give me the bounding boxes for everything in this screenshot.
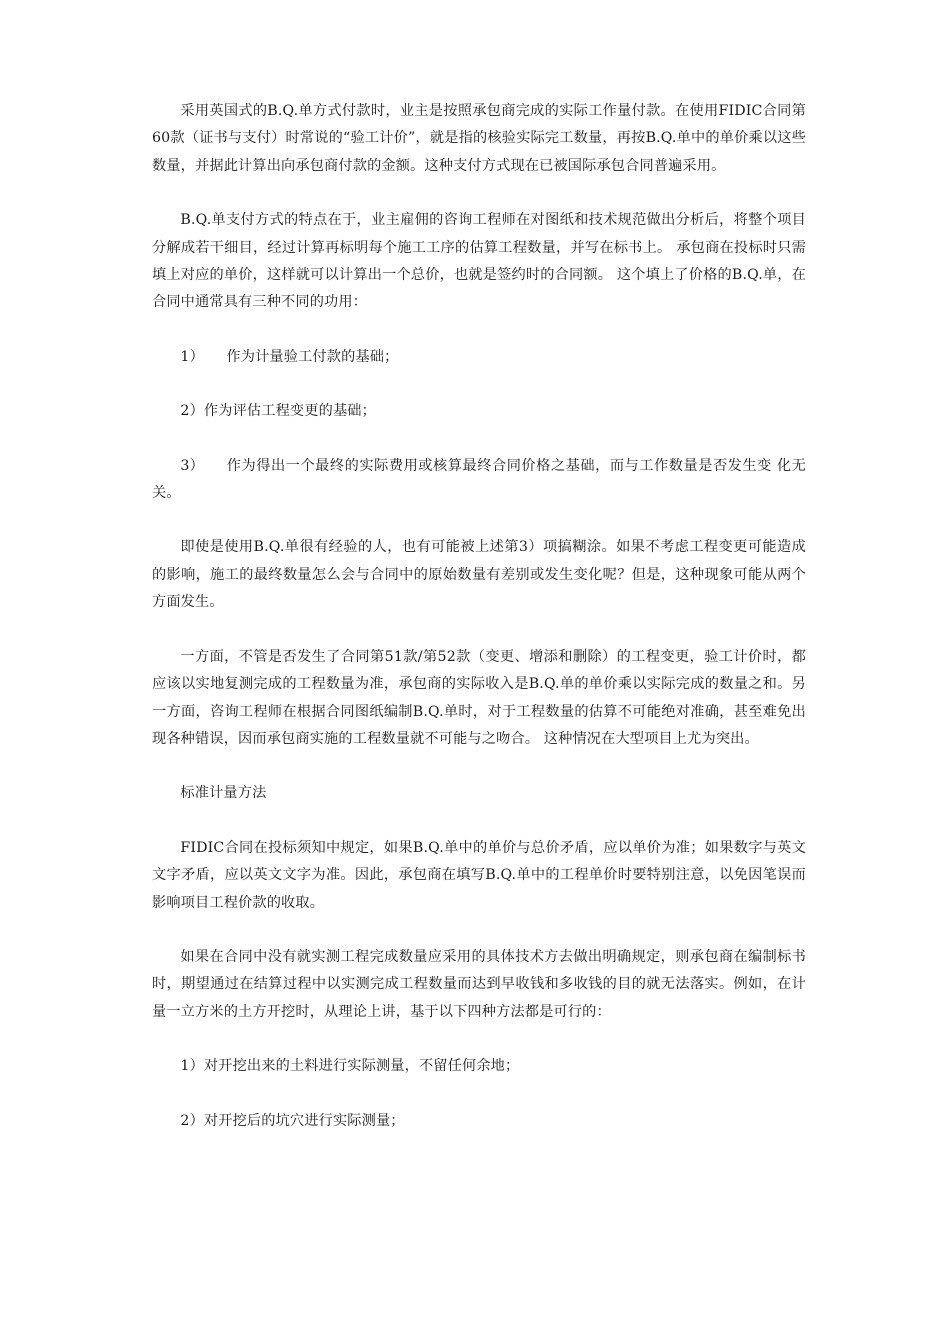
list-item-2: 2）作为评估工程变更的基础；	[180, 403, 376, 420]
paragraph-two-aspects: 一方面，不管是否发生了合同第51款/第52款（变更、增添和删除）的工程变更，验工计价时，都应该以实地复测完成的工程数量为准，承包商的实际收入是B.Q.单的单价乘以实际完成的数量之和。另一方面，咨询工程师在根据合同图纸编制B.Q.单时，对于工程数量的估算不可能绝对准确，甚至难免出现各种错误，因而承包商实施的工程数量就不可能与之吻合。 这种情况在大型项目上尤为突出。	[152, 648, 806, 747]
method-item-2: 2）对开挖后的坑穴进行实际测量；	[180, 1112, 405, 1129]
section-heading-standard-measurement: 标准计量方法	[180, 785, 267, 802]
document-body	[152, 98, 806, 1135]
paragraph-bq-features: B.Q.单支付方式的特点在于，业主雇佣的咨询工程师在对图纸和技术规范做出分析后，将整个项目分解成若干细目，经过计算再标明每个施工工序的估算工程数量，并写在标书上。 承包商在投标时只需填上对应的单价，这样就可以计算出一个总价，也就是签约时的合同额。 这个填上了价格的B.Q.单，在合同中通常具有三种不同的功用：	[152, 212, 806, 311]
paragraph-measurement-methods: 如果在合同中没有就实测工程完成数量应采用的具体技术方去做出明确规定，则承包商在编制标书时，期望通过在结算过程中以实测完成工程数量而达到早收钱和多收钱的目的就无法落实。例如，在计量一立方米的土方开挖时，从理论上讲，基于以下四种方法都是可行的：	[152, 948, 806, 1020]
list-item-3-number: 3）	[180, 457, 204, 474]
list-item-1-text: 作为计量验工付款的基础；	[226, 348, 399, 365]
list-item-3	[152, 453, 806, 508]
list-item-1-number: 1）	[180, 348, 204, 365]
paragraph-bq-payment-intro: 采用英国式的B.Q.单方式付款时，业主是按照承包商完成的实际工作量付款。在使用FIDIC合同第60款（证书与支付）时常说的“验工计价”，就是指的核验实际完工数量，再按B.Q.单中的单价乘以这些数量，并据此计算出向承包商付款的金额。这种支付方式现在已被国际承包合同普遍采用。	[152, 103, 806, 174]
paragraph-fidic-rules: FIDIC合同在投标须知中规定，如果B.Q.单中的单价与总价矛盾，应以单价为准；如果数字与英文文字矛盾，应以英文文字为准。因此，承包商在填写B.Q.单中的工程单价时要特别注意，以免因笔误而影响项目工程价款的收取。	[152, 839, 806, 911]
method-item-1: 1）对开挖出来的土料进行实际测量，不留任何余地；	[180, 1058, 520, 1075]
list-item-1	[152, 344, 806, 371]
list-item-3-text: 作为得出一个最终的实际费用或核算最终合同价格之基础，而与工作数量是否发生变 化无关。	[152, 457, 806, 502]
paragraph-quantity-confusion: 即使是使用B.Q.单很有经验的人，也有可能被上述第3）项搞糊涂。如果不考虑工程变更可能造成的影响，施工的最终数量怎么会与合同中的原始数量有差别或发生变化呢？但是，这种现象可能从两个方面发生。	[152, 539, 806, 611]
